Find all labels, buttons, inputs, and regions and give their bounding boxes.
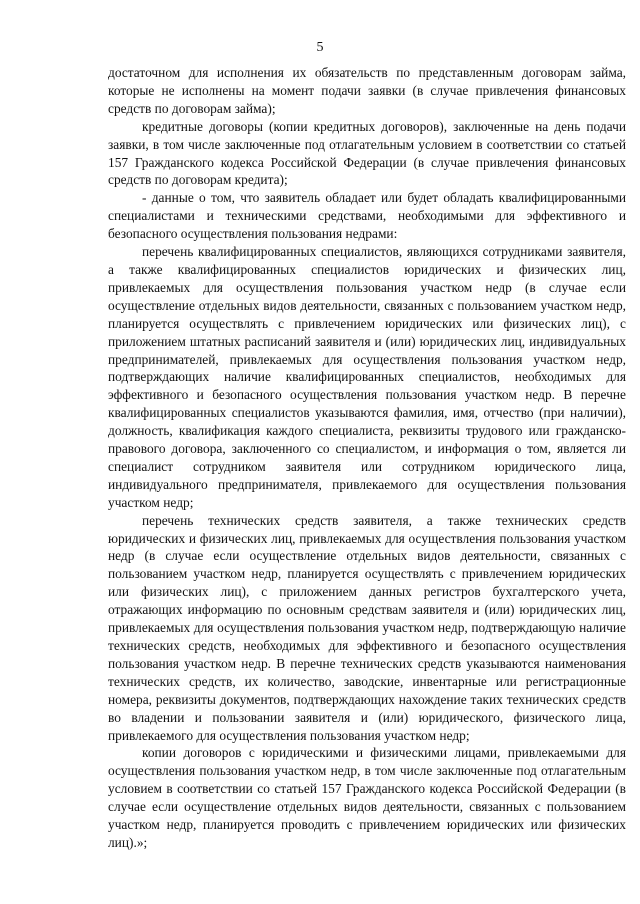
page-number: 5 <box>316 40 324 55</box>
document-body <box>108 64 626 852</box>
paragraph-contract-copies: копии договоров с юридическими и физическими лицами, привлекаемыми для осуществления пользования участком недр, в том числе заключенные под отлагательным условием в соответствии со статьей 157 Гражданского кодекса Российской Федерации (в случае если осуществление отдельных видов деятельности, связанных с пользованием участком недр, планируется проводить с привлечением юридических или физических лиц).»; <box>108 745 626 850</box>
paragraph-technical-means-list: перечень технических средств заявителя, а также технических средств юридических и физических лиц, привлекаемых для осуществления пользования участком недр (в случае если осуществление отдельных видов деятельности, связанных с пользованием участком недр, планируется осуществлять с привлечением юридических или физических лиц), с приложением данных регистров бухгалтерского учета, отражающих информацию по основным средствам заявителя и (или) юридических лиц, привлекаемых для осуществления пользования участком недр, подтверждающую наличие технических средств, необходимых для эффективного и безопасного осуществления пользования участком недр. В перечне технических средств указываются наименования технических средств, их количество, заводские, инвентарные или регистрационные номера, реквизиты документов, подтверждающих нахождение таких технических средств во владении и пользовании заявителя и (или) юридического, физического лица, привлекаемого для осуществления пользования участком недр; <box>108 512 626 743</box>
paragraph-credit-agreements: кредитные договоры (копии кредитных договоров), заключенные на день подачи заявки, в том числе заключенные под отлагательным условием в соответствии со статьей 157 Гражданского кодекса Российской Федерации (в случае привлечения финансовых средств по договорам кредита); <box>108 118 626 188</box>
paragraph-qualified-specialists-list: перечень квалифицированных специалистов, являющихся сотрудниками заявителя, а также квалифицированных специалистов юридических и физических лиц, привлекаемых для осуществления пользования участком недр (в случае если осуществление отдельных видов деятельности, связанных с пользованием участком недр, планируется осуществлять с привлечением юридических или физических лиц), с приложением штатных расписаний заявителя и (или) юридических лиц, индивидуальных предпринимателей, привлекаемых для осуществления пользования участком недр, подтверждающих наличие квалифицированных специалистов, необходимых для эффективного и безопасного осуществления пользования участком недр. В перечне квалифицированных специалистов указываются фамилия, имя, отчество (при наличии), должность, квалификация каждого специалиста, реквизиты трудового или гражданско-правового договора, заключенного со специалистом, и информация о том, является ли специалист сотрудником заявителя или сотрудником юридического лица, индивидуального предпринимателя, привлекаемого для осуществления пользования участком недр; <box>108 244 626 510</box>
paragraph-specialists-and-equipment: - данные о том, что заявитель обладает или будет обладать квалифицированными специалистами и техническими средствами, необходимыми для эффективного и безопасного осуществления пользования недрами: <box>108 190 626 242</box>
paragraph-loan-agreements-continued: достаточном для исполнения их обязательств по представленным договорам займа, которые не исполнены на момент подачи заявки (в случае привлечения финансовых средств по договорам займа); <box>108 65 626 116</box>
